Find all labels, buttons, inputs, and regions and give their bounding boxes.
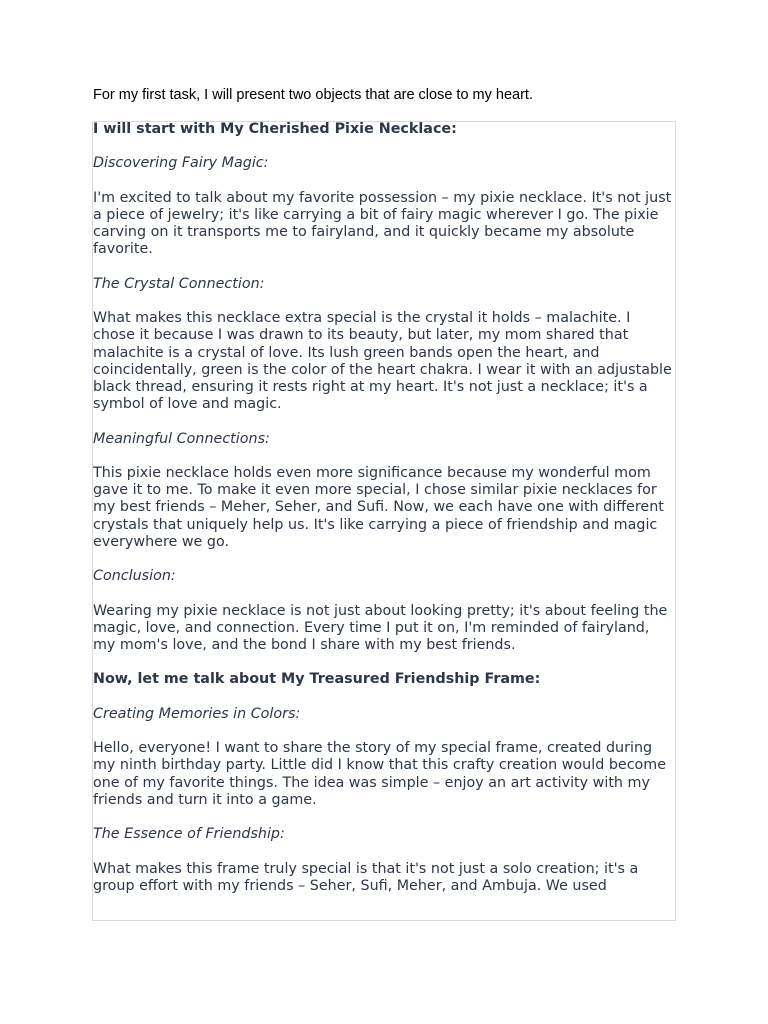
paragraph-meaningful-connections: This pixie necklace holds even more significance because my wonderful mom gave it to me. To make it even more special, I chose similar pixie necklaces for my best friends – Meher, Seher, and Sufi. Now, we each have one with different crystals that uniquely help us. It's like carrying a piece of friendship and magic everywhere we go.	[93, 464, 664, 550]
section-heading-frame: Now, let me talk about My Treasured Friendship Frame:	[93, 671, 541, 688]
subheading-creating-memories: Creating Memories in Colors:	[93, 705, 301, 722]
paragraph-creating-memories: Hello, everyone! I want to share the story of my special frame, created during my ninth birthday party. Little did I know that this crafty creation would become one of my favorite things. The idea was simple – enjoy an art activity with my friends and turn it into a game.	[93, 740, 667, 808]
subheading-meaningful-connections: Meaningful Connections:	[93, 430, 270, 447]
paragraph-essence-of-friendship: What makes this frame truly special is that it's not just a solo creation; it's a group effort with my friends – Seher, Sufi, Meher, and Ambuja. We used	[93, 860, 639, 894]
essay-content-box	[92, 121, 676, 921]
intro-text: For my first task, I will present two objects that are close to my heart.	[93, 87, 533, 103]
subheading-conclusion: Conclusion:	[93, 568, 176, 585]
subheading-discovering-fairy-magic: Discovering Fairy Magic:	[93, 155, 269, 172]
paragraph-crystal-connection: What makes this necklace extra special is the crystal it holds – malachite. I chose it because I was drawn to its beauty, but later, my mom shared that malachite is a crystal of love. Its lush green bands open the heart, and coincidentally, green is the color of the heart chakra. I wear it with an adjustable black thread, ensuring it rests right at my heart. It's not just a necklace; it's a symbol of love and magic.	[93, 310, 672, 413]
subheading-crystal-connection: The Crystal Connection:	[93, 275, 265, 292]
paragraph-discovering-fairy-magic: I'm excited to talk about my favorite possession – my pixie necklace. It's not just a piece of jewelry; it's like carrying a bit of fairy magic wherever I go. The pixie carving on it transports me to fairyland, and it quickly became my absolute favorite.	[93, 189, 672, 258]
subheading-essence-of-friendship: The Essence of Friendship:	[93, 826, 285, 843]
section-heading-necklace: I will start with My Cherished Pixie Necklace:	[93, 121, 457, 137]
paragraph-conclusion: Wearing my pixie necklace is not just about looking pretty; it's about feeling the magic, love, and connection. Every time I put it on, I'm reminded of fairyland, my mom's love, and the bond I share with my best friends.	[93, 602, 668, 653]
